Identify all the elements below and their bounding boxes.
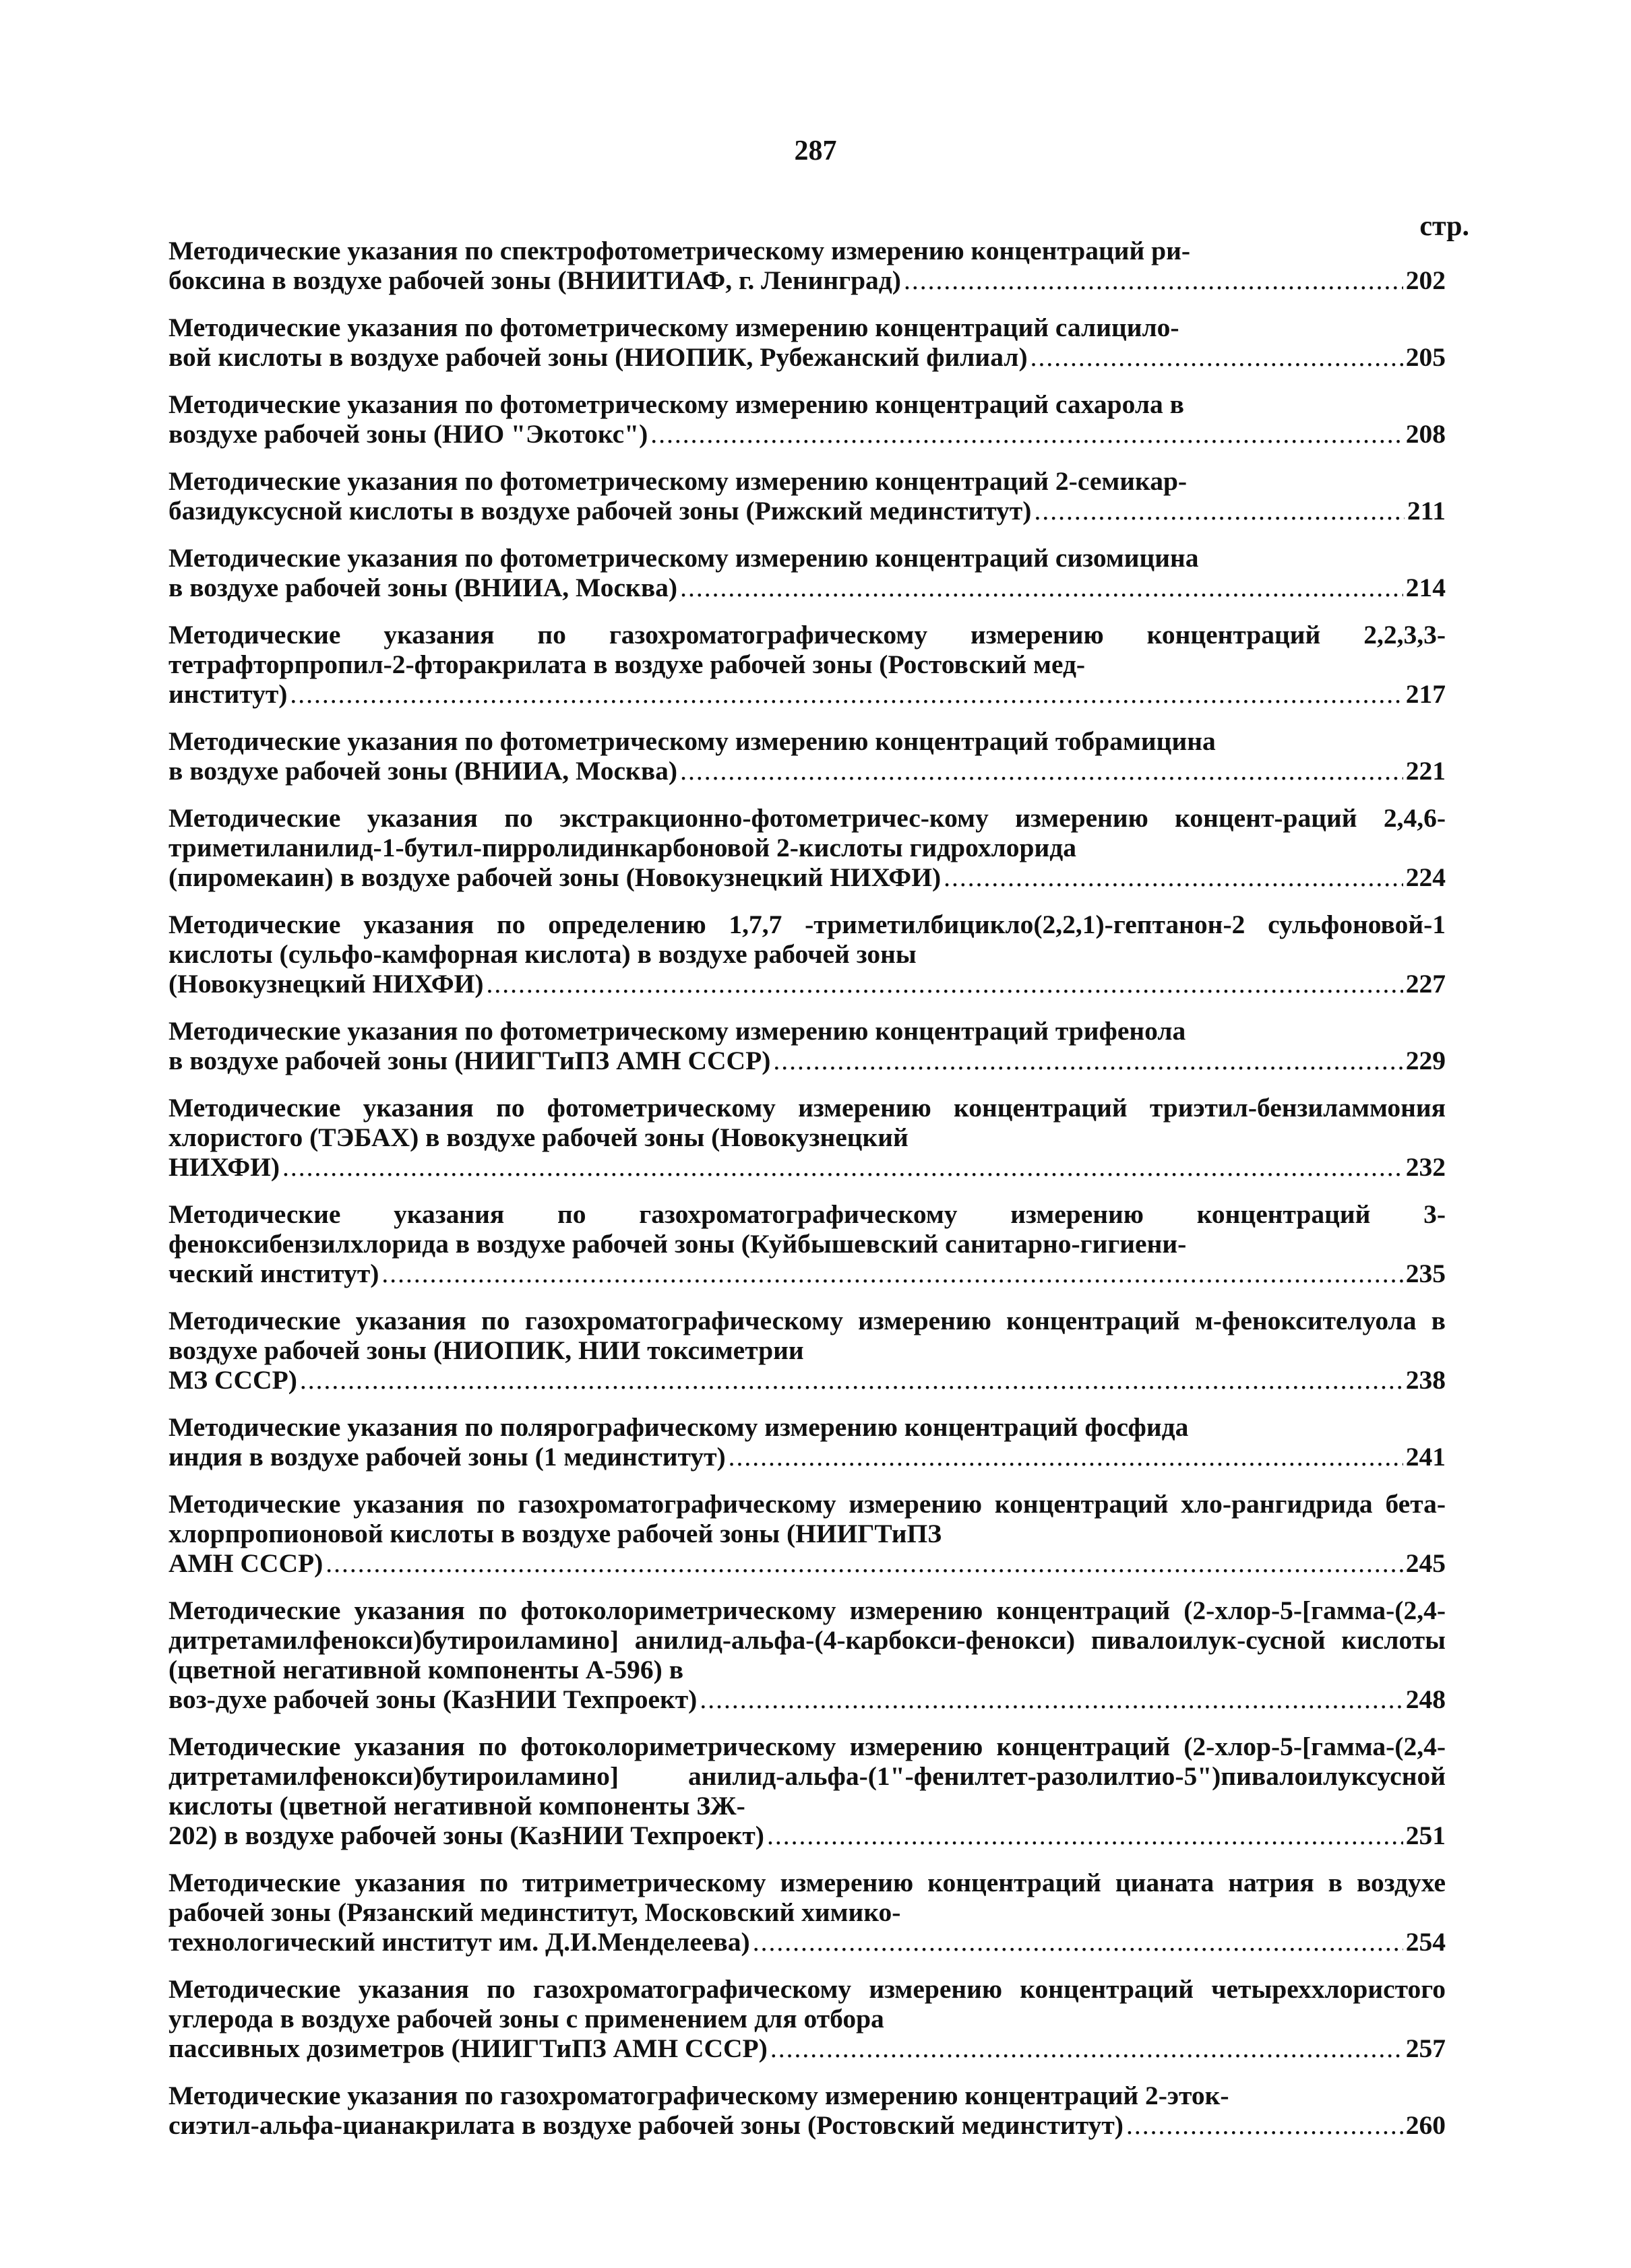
toc-entry-text-end: базидуксусной кислоты в воздухе рабочей зоны (Рижский мединститут) <box>168 496 1032 526</box>
toc-page-number: 241 <box>1405 1442 1446 1472</box>
dot-leader <box>680 573 1403 602</box>
toc-page-number: 224 <box>1405 862 1446 892</box>
toc-entry[interactable] <box>168 1412 1446 1472</box>
toc-entry[interactable] <box>168 543 1446 602</box>
toc-page-number: 235 <box>1405 1259 1446 1288</box>
toc-entry-text: Методические указания по газохроматографическому измерению концентраций 2,2,3,3-тетрафторпропил-2-фторакрилата в воздухе рабочей зоны (Ростовский мед- <box>168 620 1446 679</box>
toc-page-number: 251 <box>1405 1821 1446 1850</box>
toc-entry-last-line <box>168 573 1446 602</box>
toc-entry-last-line <box>168 969 1446 999</box>
toc-entry-text-end: в воздухе рабочей зоны (НИИГТиПЗ АМН СССР) <box>168 1046 771 1075</box>
toc-entry-text-end: НИХФИ) <box>168 1152 280 1182</box>
toc-page-number: 202 <box>1405 265 1446 295</box>
toc-entry[interactable] <box>168 1199 1446 1288</box>
toc-entry-text: Методические указания по фотометрическому измерению концентраций триэтил-бензиламмония хлористого (ТЭБАХ) в воздухе рабочей зоны (Новокузнецкий <box>168 1093 1446 1152</box>
toc-page-number: 227 <box>1405 969 1446 999</box>
toc-page-number: 217 <box>1405 679 1446 709</box>
toc-entry-text: Методические указания по полярографическому измерению концентраций фосфида <box>168 1412 1189 1442</box>
toc-entry-text: Методические указания по фотометрическому измерению концентраций салицило- <box>168 313 1179 342</box>
toc-entry-last-line <box>168 756 1446 786</box>
toc-entry-text-end: (Новокузнецкий НИХФИ) <box>168 969 484 999</box>
toc-entry[interactable] <box>168 803 1446 892</box>
dot-leader <box>700 1684 1403 1714</box>
dot-leader <box>290 679 1403 709</box>
toc-entry-text: Методические указания по фотоколориметрическому измерению концентраций (2-хлор-5-[гамма-(2,4-дитретамилфенокси)бутироиламино] анилид-альфа-(1"-фенилтет-разолилтио-5")пивалоилуксусной кислоты (цветной негативной компоненты ЗЖ- <box>168 1732 1446 1821</box>
toc-entry[interactable] <box>168 236 1446 295</box>
dot-leader <box>487 969 1403 999</box>
toc-entry-text: Методические указания по фотометрическому измерению концентраций сизомицина <box>168 543 1199 573</box>
page-number: 287 <box>794 135 837 166</box>
toc-entry[interactable] <box>168 389 1446 449</box>
toc-entry-text-end: боксина в воздухе рабочей зоны (ВНИИТИАФ, г. Ленинград) <box>168 265 901 295</box>
toc-entry-last-line <box>168 2110 1446 2140</box>
toc-entry-text-end: воз-духе рабочей зоны (КазНИИ Техпроект) <box>168 1684 698 1714</box>
toc-entry-text: Методические указания по газохроматографическому измерению концентраций хло-рангидрида бета-хлорпропионовой кислоты в воздухе рабочей зоны (НИИГТиПЗ <box>168 1489 1446 1548</box>
toc-page-number: 232 <box>1405 1152 1446 1182</box>
dot-leader <box>770 2034 1403 2063</box>
toc-entry-text: Методические указания по определению 1,7,7 -триметилбицикло(2,2,1)-гептанон-2 сульфоновой-1 кислоты (сульфо-камфорная кислота) в воздухе рабочей зоны <box>168 910 1446 969</box>
toc-entry-last-line <box>168 1927 1446 1957</box>
toc-entry-last-line <box>168 2034 1446 2063</box>
toc-entry[interactable] <box>168 726 1446 786</box>
toc-entry-text-end: (пиромекаин) в воздухе рабочей зоны (Новокузнецкий НИХФИ) <box>168 862 942 892</box>
toc-entry-last-line <box>168 342 1446 372</box>
toc-entry-last-line <box>168 1442 1446 1472</box>
toc-entry[interactable] <box>168 1093 1446 1182</box>
toc-entry-text: Методические указания по фотометрическому измерению концентраций тобрамицина <box>168 726 1216 756</box>
toc-entry-last-line <box>168 1046 1446 1075</box>
dot-leader <box>650 419 1403 449</box>
toc-entry-text-end: институт) <box>168 679 288 709</box>
toc-entry[interactable] <box>168 313 1446 372</box>
toc-entry-text: Методические указания по газохроматографическому измерению концентраций 3-феноксибензилхлорида в воздухе рабочей зоны (Куйбышевский санитарно-гигиени- <box>168 1199 1446 1259</box>
toc-entry[interactable] <box>168 2081 1446 2140</box>
toc-entry-last-line <box>168 1152 1446 1182</box>
toc-entry-last-line <box>168 1365 1446 1395</box>
toc-page-number: 214 <box>1405 573 1446 602</box>
toc-page-number: 221 <box>1405 756 1446 786</box>
toc-entry-text: Методические указания по фотометрическому измерению концентраций сахарола в <box>168 389 1184 419</box>
toc-entry-text: Методические указания по газохроматографическому измерению концентраций 2-эток- <box>168 2081 1229 2110</box>
toc-entry-text: Методические указания по спектрофотометрическому измерению концентраций ри- <box>168 236 1190 265</box>
toc-page-number: 248 <box>1405 1684 1446 1714</box>
toc-entry-text-end: МЗ СССР) <box>168 1365 297 1395</box>
dot-leader <box>767 1821 1403 1850</box>
toc-page-number: 211 <box>1407 496 1446 526</box>
toc-entry-text: Методические указания по газохроматографическому измерению концентраций четыреххлористого углерода в воздухе рабочей зоны с применением для отбора <box>168 1974 1446 2034</box>
toc-entry[interactable] <box>168 910 1446 999</box>
toc-entry-last-line <box>168 496 1446 526</box>
toc-entry-text-end: сиэтил-альфа-цианакрилата в воздухе рабочей зоны (Ростовский мединститут) <box>168 2110 1124 2140</box>
toc-entry-last-line <box>168 1548 1446 1578</box>
table-of-contents <box>168 236 1446 2157</box>
toc-entry[interactable] <box>168 1489 1446 1578</box>
toc-entry-last-line <box>168 265 1446 295</box>
toc-entry-text-end: ческий институт) <box>168 1259 379 1288</box>
toc-entry-text: Методические указания по титриметрическому измерению концентраций цианата натрия в воздухе рабочей зоны (Рязанский мединститут, Московский химико- <box>168 1868 1446 1927</box>
dot-leader <box>773 1046 1403 1075</box>
toc-entry[interactable] <box>168 1974 1446 2063</box>
toc-entry-last-line <box>168 862 1446 892</box>
toc-entry[interactable] <box>168 1868 1446 1957</box>
toc-entry-text-end: технологический институт им. Д.И.Менделеева) <box>168 1927 750 1957</box>
toc-entry-text-end: вой кислоты в воздухе рабочей зоны (НИОПИК, Рубежанский филиал) <box>168 342 1028 372</box>
dot-leader <box>753 1927 1403 1957</box>
toc-entry-text: Методические указания по фотометрическому измерению концентраций трифенола <box>168 1016 1186 1046</box>
toc-entry[interactable] <box>168 466 1446 526</box>
toc-entry[interactable] <box>168 1306 1446 1395</box>
toc-entry[interactable] <box>168 1732 1446 1850</box>
toc-page-number: 254 <box>1405 1927 1446 1957</box>
toc-entry-text: Методические указания по газохроматографическому измерению концентраций м-феноксителуола в воздухе рабочей зоны (НИОПИК, НИИ токсиметрии <box>168 1306 1446 1365</box>
dot-leader <box>1126 2110 1403 2140</box>
toc-entry-text-end: 202) в воздухе рабочей зоны (КазНИИ Техпроект) <box>168 1821 764 1850</box>
dot-leader <box>680 756 1403 786</box>
toc-page-number: 229 <box>1405 1046 1446 1075</box>
toc-page-number: 205 <box>1405 342 1446 372</box>
page-column-header: стр. <box>1419 211 1469 242</box>
dot-leader <box>381 1259 1403 1288</box>
toc-entry-text-end: в воздухе рабочей зоны (ВНИИА, Москва) <box>168 573 678 602</box>
toc-page-number: 245 <box>1405 1548 1446 1578</box>
dot-leader <box>904 265 1403 295</box>
toc-entry-last-line <box>168 419 1446 449</box>
toc-entry-last-line <box>168 1821 1446 1850</box>
toc-page-number: 208 <box>1405 419 1446 449</box>
dot-leader <box>282 1152 1403 1182</box>
toc-page-number: 238 <box>1405 1365 1446 1395</box>
dot-leader <box>300 1365 1403 1395</box>
toc-entry-text: Методические указания по фотометрическому измерению концентраций 2-семикар- <box>168 466 1188 496</box>
toc-entry-text-end: в воздухе рабочей зоны (ВНИИА, Москва) <box>168 756 678 786</box>
toc-entry-last-line <box>168 1684 1446 1714</box>
dot-leader <box>729 1442 1403 1472</box>
dot-leader <box>944 862 1403 892</box>
toc-entry-last-line <box>168 1259 1446 1288</box>
toc-entry-text-end: воздухе рабочей зоны (НИО "Экотокс") <box>168 419 648 449</box>
toc-entry-text-end: АМН СССР) <box>168 1548 324 1578</box>
dot-leader <box>1030 342 1403 372</box>
toc-entry[interactable] <box>168 1596 1446 1714</box>
toc-entry-text-end: пассивных дозиметров (НИИГТиПЗ АМН СССР) <box>168 2034 768 2063</box>
toc-entry-text: Методические указания по фотоколориметрическому измерению концентраций (2-хлор-5-[гамма-(2,4-дитретамилфенокси)бутироиламино] анилид-альфа-(4-карбокси-фенокси) пивалоилук-сусной кислоты (цветной негативной компоненты А-596) в <box>168 1596 1446 1684</box>
toc-page-number: 260 <box>1405 2110 1446 2140</box>
toc-entry[interactable] <box>168 1016 1446 1075</box>
toc-page-number: 257 <box>1405 2034 1446 2063</box>
toc-entry-text: Методические указания по экстракционно-фотометричес-кому измерению концент-раций 2,4,6-триметиланилид-1-бутил-пирролидинкарбоновой 2-кислоты гидрохлорида <box>168 803 1446 862</box>
toc-entry[interactable] <box>168 620 1446 709</box>
dot-leader <box>1034 496 1404 526</box>
toc-entry-text-end: индия в воздухе рабочей зоны (1 мединститут) <box>168 1442 726 1472</box>
dot-leader <box>326 1548 1403 1578</box>
toc-entry-last-line <box>168 679 1446 709</box>
